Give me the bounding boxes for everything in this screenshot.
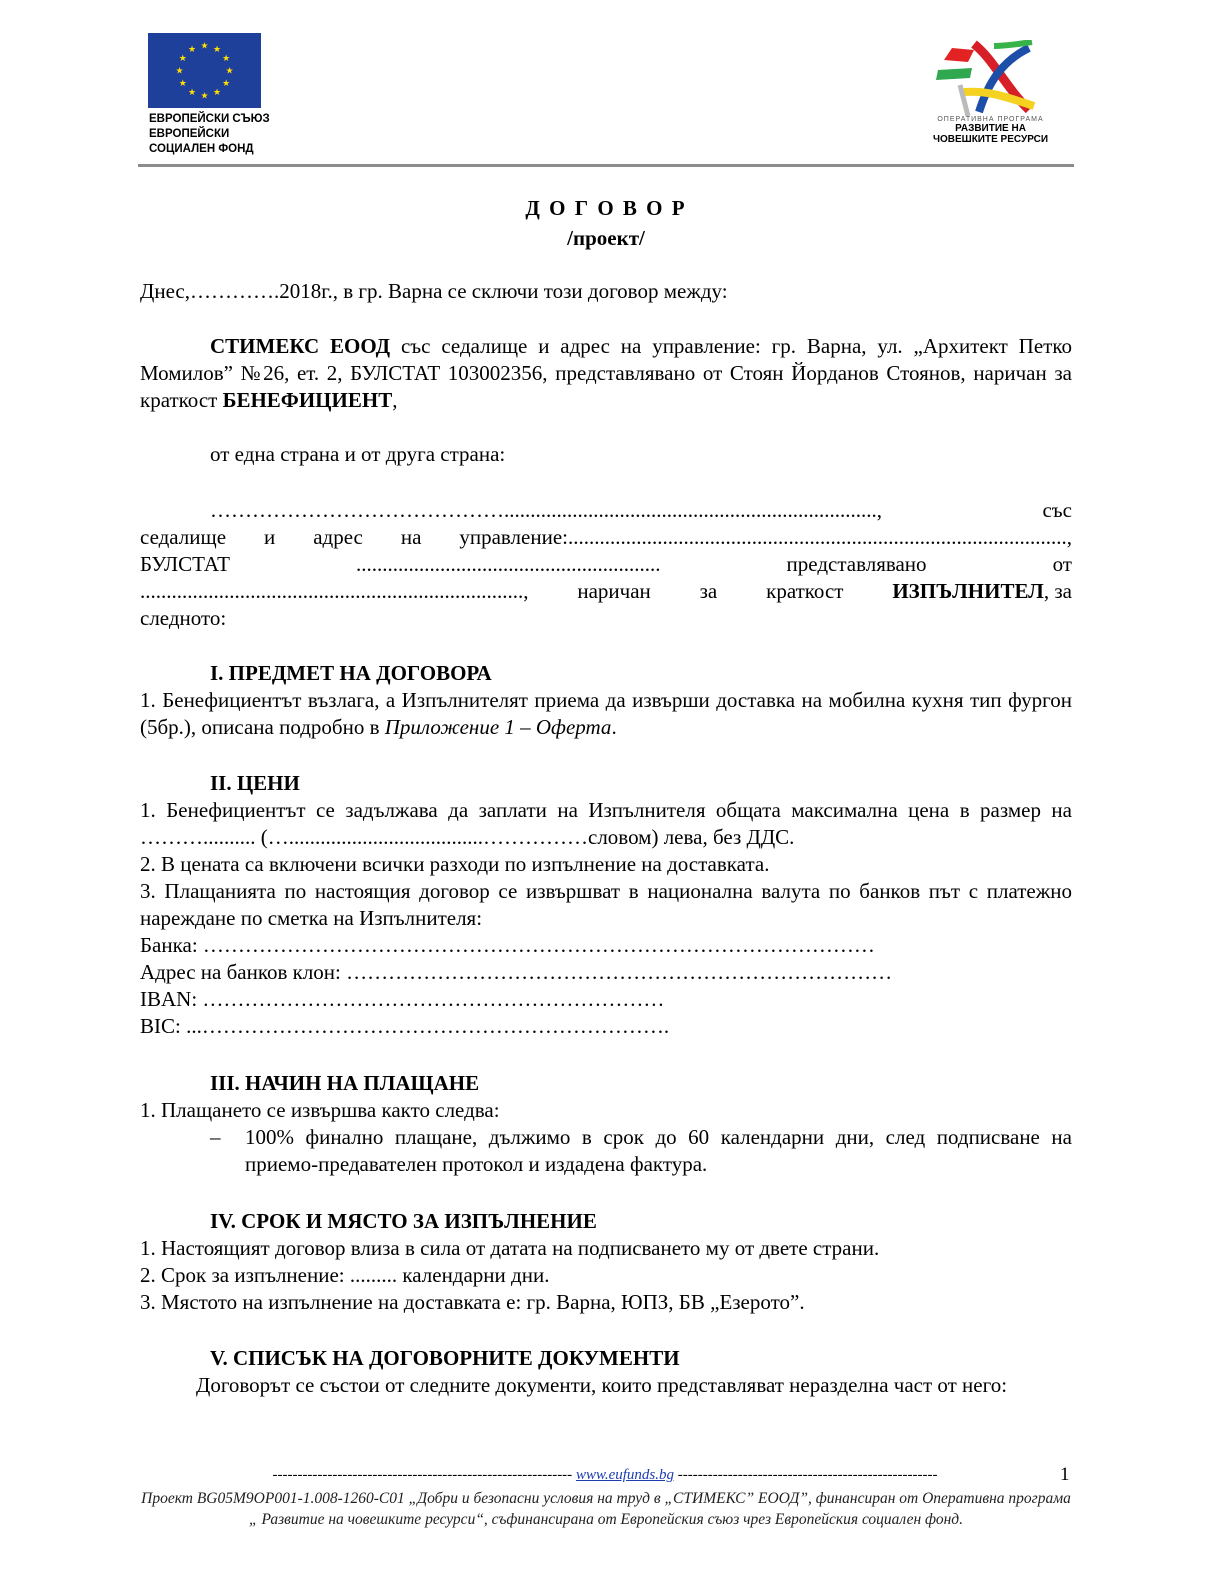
section-2-heading: II. ЦЕНИ (210, 771, 300, 795)
party1-name: СТИМЕКС ЕООД (210, 334, 391, 358)
section-5 (140, 1345, 1072, 1399)
bullet-text: 100% финално плащане, дължимо в срок до 60 календарни дни, след подписване на приемо-предавателен протокол и издадена фактура. (245, 1125, 1072, 1176)
section-1-paragraph (140, 687, 1072, 741)
section-2-paragraph: 2. В цената са включени всички разходи по изпълнение на доставката. (140, 852, 770, 876)
bank-address-field: Адрес на банков клон: …………………………………………………………………… (140, 960, 893, 984)
eu-star-icon: ★ (222, 78, 231, 88)
document-subtitle: /проект/ (567, 226, 645, 250)
party2-role-wrap (892, 578, 1072, 605)
section-4-paragraph: 2. Срок за изпълнение: ......... календарни дни. (140, 1263, 550, 1287)
eu-stars-icon (148, 33, 261, 108)
party2-word: , за (1043, 579, 1072, 603)
section-4 (140, 1208, 1072, 1316)
eu-flag-logo (148, 33, 261, 108)
section-1-tail: . (611, 715, 617, 739)
op-logo-caption (918, 116, 1063, 145)
party2-word: краткост (766, 579, 844, 603)
eu-star-icon: ★ (178, 78, 187, 88)
section-3-paragraph: 1. Плащането се извършва както следва: (140, 1098, 500, 1122)
eu-logo-caption (149, 112, 270, 157)
section-5-heading: V. СПИСЪК НА ДОГОВОРНИТЕ ДОКУМЕНТИ (210, 1346, 680, 1370)
section-3-bullet (140, 1124, 1072, 1178)
party2-dots: ........................................................................., (140, 579, 529, 603)
section-4-heading: IV. СРОК И МЯСТО ЗА ИЗПЪЛНЕНИЕ (210, 1209, 597, 1233)
party2-line (140, 578, 1072, 605)
section-2 (140, 770, 1072, 1040)
eufunds-link[interactable]: www.eufunds.bg (575, 1467, 675, 1483)
section-1-heading: I. ПРЕДМЕТ НА ДОГОВОРА (210, 661, 492, 685)
eu-star-icon: ★ (222, 53, 231, 63)
section-3-heading: III. НАЧИН НА ПЛАЩАНЕ (210, 1071, 480, 1095)
party2-word: представлявано (786, 552, 927, 576)
document-title: Д О Г О В О Р (525, 196, 687, 220)
eu-caption-line: СОЦИАЛЕН ФОНД (149, 143, 254, 155)
party2-word: наричан (577, 579, 651, 603)
party1-role: БЕНЕФИЦИЕНТ (222, 388, 393, 412)
section-4-paragraph: 1. Настоящият договор влиза в сила от датата на подписването му от двете страни. (140, 1236, 880, 1260)
intro-paragraph: Днес,………….2018г., в гр. Варна се сключи този договор между: (140, 279, 728, 303)
eu-star-icon: ★ (178, 53, 187, 63)
eu-star-icon: ★ (200, 90, 209, 101)
section-1 (140, 660, 1072, 741)
iban-field: IBAN: ………………………………………………………… (140, 987, 665, 1011)
party2-line (140, 551, 1072, 578)
op-caption-line: ЧОВЕШКИТЕ РЕСУРСИ (932, 134, 1049, 145)
footer-dashes: ------------------------------------------------------------ (272, 1467, 573, 1483)
party2-dots: .......................................................... (356, 552, 661, 576)
party2-line (140, 524, 1072, 551)
section-2-paragraph: 1. Бенефициентът се задължава да заплати на Изпълнителя общата максимална цена в размер на ……….......... (….....................................……………словом) лева, без ДДС. (140, 798, 1072, 849)
footer-dashes: ---------------------------------------------------- (677, 1467, 938, 1483)
eu-star-icon: ★ (187, 43, 197, 54)
party1-paragraph (140, 333, 1072, 414)
party1-tail: , (392, 388, 398, 412)
op-hr-logo-icon (934, 40, 1044, 118)
party2-paragraph (140, 497, 1072, 632)
section-3 (140, 1070, 1072, 1178)
eu-caption-line: ЕВРОПЕЙСКИ (149, 128, 230, 140)
eu-star-icon: ★ (175, 65, 184, 76)
section-5-paragraph: Договорът се състои от следните документи, които представляват неразделна част от него: (196, 1373, 1008, 1397)
party2-address-line: седалище и адрес на управление:..............................................................................................., (140, 525, 1072, 549)
bic-field: BIC: ...…………………………………………………………. (140, 1014, 670, 1038)
bullet-dash: – (210, 1125, 221, 1149)
eu-star-icon: ★ (200, 40, 209, 51)
section-1-italic: Приложение 1 – Оферта (384, 715, 612, 739)
page-number: 1 (1060, 1464, 1070, 1485)
header-rule (138, 164, 1074, 167)
eu-star-icon: ★ (187, 87, 197, 98)
section-4-paragraph: 3. Мястото на изпълнение на доставката е: гр. Варна, ЮПЗ, БВ „Езерото”. (140, 1290, 805, 1314)
party2-word: от (1052, 552, 1072, 576)
eu-star-icon: ★ (212, 87, 222, 98)
eu-star-icon: ★ (225, 65, 234, 76)
eu-star-icon: ★ (212, 43, 222, 54)
op-caption-small: ОПЕРАТИВНА ПРОГРАМА (937, 116, 1044, 123)
section-2-paragraph: 3. Плащанията по настоящия договор се извършват в национална валута по банков път с платежно нареждане по сметка на Изпълнителя: (140, 879, 1072, 930)
party1-text: със седалище и адрес на управление: гр. Варна, ул. „Архитект Петко Момилов” №26, ет. 2, БУЛСТАТ 103002356, представлявано от Стоян Йорданов Стоянов, наричан за краткост (140, 334, 1072, 412)
party2-line: следното: (140, 606, 227, 630)
footer-link-line (240, 1467, 970, 1484)
eu-caption-line: ЕВРОПЕЙСКИ СЪЮЗ (149, 113, 270, 125)
party2-word: за (699, 579, 718, 603)
op-caption-line: РАЗВИТИЕ НА (955, 123, 1026, 134)
bank-field: Банка: …………………………………………………………………………………… (140, 933, 875, 957)
party2-word: със (1042, 498, 1072, 522)
party2-word: БУЛСТАТ (140, 552, 230, 576)
footer-project-text: Проект BG05M9OP001-1.008-1260-C01 „Добри и безопасни условия на труд в „СТИМЕКС” ЕООД”, финансиран от Оперативна програма „ Развитие на човешките ресурси“, съфинансирана от Европейския съюз чрез Европейския социален фонд. (141, 1490, 1071, 1528)
party2-dots: ……………………………………......................................................................., (210, 498, 882, 522)
party2-line (140, 497, 1072, 524)
section-1-text: 1. Бенефициентът възлага, а Изпълнителят приема да извърши доставка на мобилна кухня тип фургон (5бр.), описана подробно в (140, 688, 1072, 739)
between-paragraph: от една страна и от друга страна: (210, 442, 506, 466)
party2-role: ИЗПЪЛНИТЕЛ (892, 579, 1044, 603)
